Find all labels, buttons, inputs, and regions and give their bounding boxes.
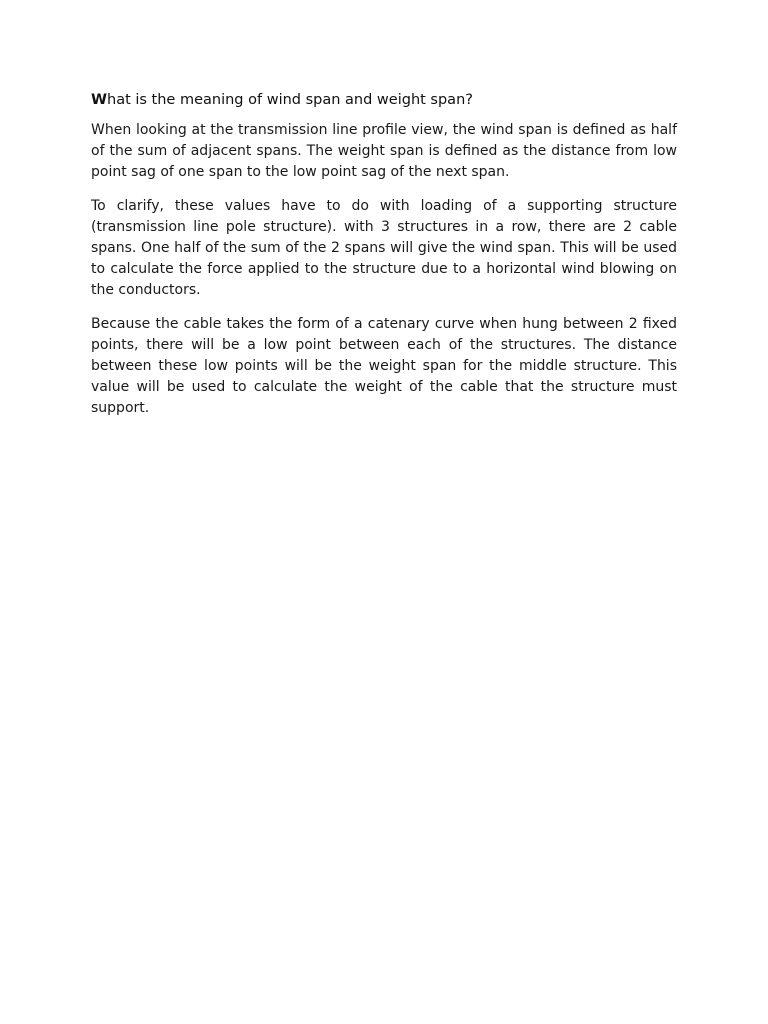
paragraph-catenary-weight-span: Because the cable takes the form of a catenary curve when hung between 2 fixed points, there will be a low point between each of the structures. The distance between these low points will be the weight span for the middle structure. This value will be used to calculate the weight of the cable that the structure must support. [91,315,677,417]
paragraph-wind-span-definition: When looking at the transmission line profile view, the wind span is defined as half of the sum of adjacent spans. The weight span is defined as the distance from low point sag of one span to the low point sag of the next span. [91,122,677,181]
document-heading [91,90,677,111]
paragraph-loading-clarification: To clarify, these values have to do with loading of a supporting structure (transmission line pole structure). with 3 structures in a row, there are 2 cable spans. One half of the sum of the 2 spans will give the wind span. This will be used to calculate the force applied to the structure due to a horizontal wind blowing on the conductors. [91,197,677,299]
document-page [91,90,677,432]
heading-lead-letter: W [91,92,107,108]
heading-text: hat is the meaning of wind span and weight span? [107,92,473,108]
